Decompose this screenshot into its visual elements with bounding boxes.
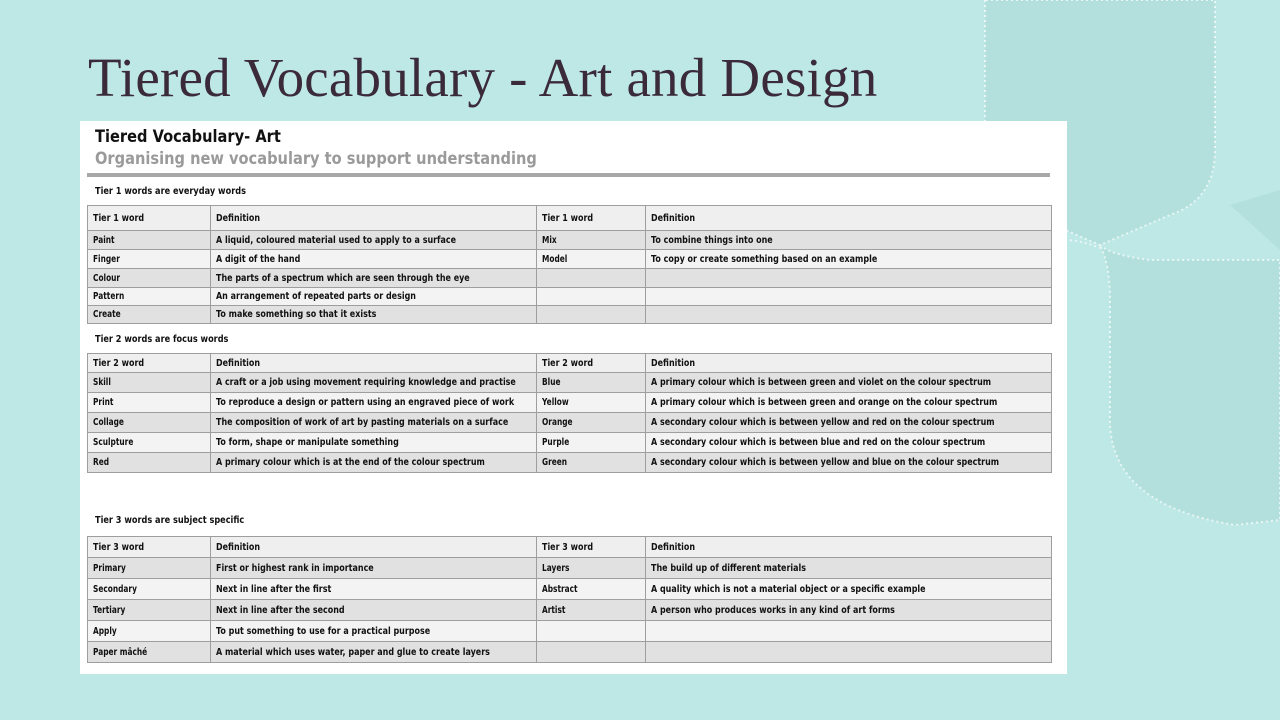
table-row <box>88 393 1052 413</box>
vocab-definition <box>646 621 1052 642</box>
vocab-word: Yellow <box>537 393 646 413</box>
vocab-word: Green <box>537 453 646 473</box>
vocab-word <box>537 621 646 642</box>
vocab-definition: A primary colour which is at the end of the colour spectrum <box>211 453 537 473</box>
column-header: Tier 2 word <box>537 354 646 373</box>
table-row <box>88 231 1052 250</box>
column-header: Definition <box>211 206 537 231</box>
document-title: Tiered Vocabulary- Art <box>95 127 281 147</box>
vocab-word: Abstract <box>537 579 646 600</box>
vocab-word: Model <box>537 250 646 269</box>
vocabulary-table-tier-2 <box>87 353 1052 473</box>
vocab-definition: The composition of work of art by pasting materials on a surface <box>211 413 537 433</box>
vocab-word: Orange <box>537 413 646 433</box>
vocabulary-document <box>80 121 1067 674</box>
table-row <box>88 250 1052 269</box>
column-header: Definition <box>646 537 1052 558</box>
vocab-word: Skill <box>88 373 211 393</box>
vocab-definition: To put something to use for a practical purpose <box>211 621 537 642</box>
slide-title: Tiered Vocabulary - Art and Design <box>88 47 878 108</box>
vocab-definition: A liquid, coloured material used to apply to a surface <box>211 231 537 250</box>
vocab-definition: Next in line after the first <box>211 579 537 600</box>
table-row <box>88 621 1052 642</box>
column-header: Definition <box>211 537 537 558</box>
column-header: Definition <box>211 354 537 373</box>
vocab-definition: A primary colour which is between green and orange on the colour spectrum <box>646 393 1052 413</box>
vocab-definition: A material which uses water, paper and glue to create layers <box>211 642 537 663</box>
vocab-word: Pattern <box>88 288 211 306</box>
table-row <box>88 642 1052 663</box>
vocab-word <box>537 269 646 288</box>
document-subtitle: Organising new vocabulary to support understanding <box>95 149 537 169</box>
vocab-definition: A digit of the hand <box>211 250 537 269</box>
vocab-definition: To copy or create something based on an example <box>646 250 1052 269</box>
vocab-definition: An arrangement of repeated parts or design <box>211 288 537 306</box>
table-row <box>88 306 1052 324</box>
vocab-definition: To make something so that it exists <box>211 306 537 324</box>
vocab-definition: To combine things into one <box>646 231 1052 250</box>
vocabulary-table-tier-1 <box>87 205 1052 324</box>
vocab-definition <box>646 269 1052 288</box>
table-row <box>88 373 1052 393</box>
table-row <box>88 600 1052 621</box>
vocab-definition <box>646 306 1052 324</box>
column-header: Tier 1 word <box>88 206 211 231</box>
vocab-word: Finger <box>88 250 211 269</box>
vocab-word: Blue <box>537 373 646 393</box>
table-header-row <box>88 354 1052 373</box>
table-row <box>88 453 1052 473</box>
vocab-definition: To form, shape or manipulate something <box>211 433 537 453</box>
vocab-word: Sculpture <box>88 433 211 453</box>
vocab-definition: A person who produces works in any kind of art forms <box>646 600 1052 621</box>
vocab-word: Layers <box>537 558 646 579</box>
vocab-word: Secondary <box>88 579 211 600</box>
vocab-word <box>537 288 646 306</box>
column-header: Tier 3 word <box>88 537 211 558</box>
vocab-word: Create <box>88 306 211 324</box>
vocab-word: Paper mâché <box>88 642 211 663</box>
vocab-definition: The build up of different materials <box>646 558 1052 579</box>
table-header-row <box>88 206 1052 231</box>
vocab-word: Red <box>88 453 211 473</box>
column-header: Tier 3 word <box>537 537 646 558</box>
vocab-word: Apply <box>88 621 211 642</box>
vocab-definition: A primary colour which is between green and violet on the colour spectrum <box>646 373 1052 393</box>
table-row <box>88 558 1052 579</box>
table-row <box>88 579 1052 600</box>
section-label-tier-3: Tier 3 words are subject specific <box>95 515 245 526</box>
table-row <box>88 413 1052 433</box>
column-header: Definition <box>646 206 1052 231</box>
table-row <box>88 269 1052 288</box>
column-header: Tier 2 word <box>88 354 211 373</box>
vocab-definition: The parts of a spectrum which are seen through the eye <box>211 269 537 288</box>
vocab-definition <box>646 642 1052 663</box>
table-header-row <box>88 537 1052 558</box>
vocab-definition: A secondary colour which is between blue and red on the colour spectrum <box>646 433 1052 453</box>
column-header: Definition <box>646 354 1052 373</box>
vocab-definition <box>646 288 1052 306</box>
vocabulary-table-tier-3 <box>87 536 1052 663</box>
vocab-definition: Next in line after the second <box>211 600 537 621</box>
vocab-word <box>537 306 646 324</box>
vocab-word: Primary <box>88 558 211 579</box>
vocab-definition: A craft or a job using movement requiring knowledge and practise <box>211 373 537 393</box>
vocab-word: Print <box>88 393 211 413</box>
vocab-word: Paint <box>88 231 211 250</box>
column-header: Tier 1 word <box>537 206 646 231</box>
table-row <box>88 288 1052 306</box>
vocab-word: Collage <box>88 413 211 433</box>
vocab-word: Colour <box>88 269 211 288</box>
section-label-tier-2: Tier 2 words are focus words <box>95 334 229 345</box>
section-label-tier-1: Tier 1 words are everyday words <box>95 186 246 197</box>
vocab-definition: A secondary colour which is between yellow and blue on the colour spectrum <box>646 453 1052 473</box>
vocab-definition: First or highest rank in importance <box>211 558 537 579</box>
title-divider <box>87 173 1050 177</box>
vocab-word: Tertiary <box>88 600 211 621</box>
vocab-definition: A quality which is not a material object or a specific example <box>646 579 1052 600</box>
vocab-word: Purple <box>537 433 646 453</box>
vocab-word: Mix <box>537 231 646 250</box>
vocab-word <box>537 642 646 663</box>
vocab-definition: To reproduce a design or pattern using an engraved piece of work <box>211 393 537 413</box>
vocab-definition: A secondary colour which is between yellow and red on the colour spectrum <box>646 413 1052 433</box>
vocab-word: Artist <box>537 600 646 621</box>
table-row <box>88 433 1052 453</box>
